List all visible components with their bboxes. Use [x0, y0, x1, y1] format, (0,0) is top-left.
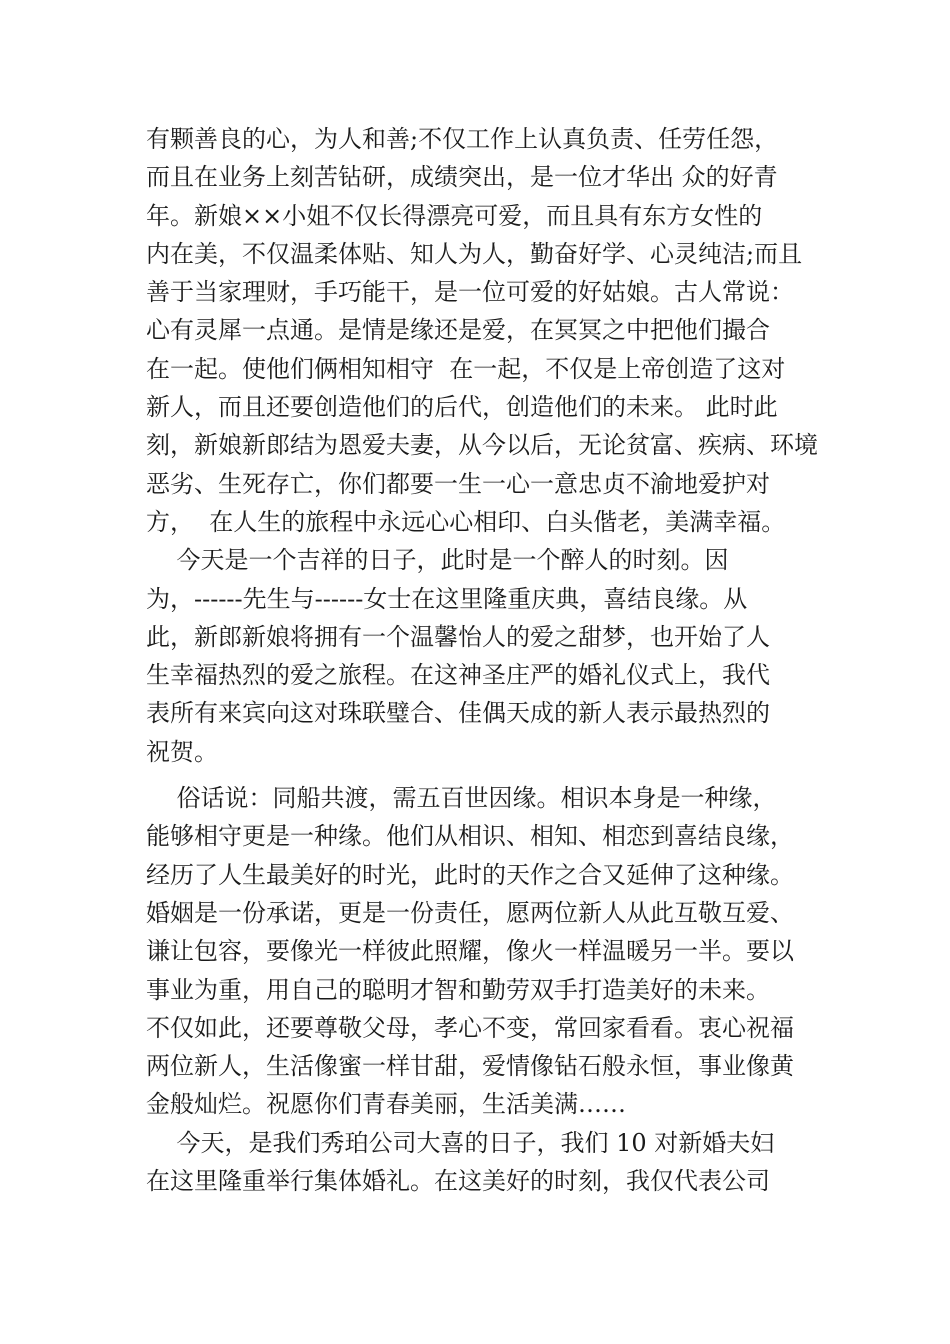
paragraph-first-line: 今天是一个吉祥的日子，此时是一个醉人的时刻。因	[146, 546, 729, 575]
text-line: 新人，而且还要创造他们的后代，创造他们的未来。 此时此	[146, 393, 778, 422]
text-line: 经历了人生最美好的时光，此时的天作之合又延伸了这种缘。	[146, 860, 794, 889]
text-line: 两位新人，生活像蜜一样甘甜，爱情像钻石般永恒，事业像黄	[146, 1052, 794, 1081]
text-line: 表所有来宾向这对珠联璧合、佳偶天成的新人表示最热烈的	[146, 699, 770, 728]
text-line: 善于当家理财，手巧能干，是一位可爱的好姑娘。古人常说：	[146, 278, 794, 307]
text-line: 生幸福热烈的爱之旅程。在这神圣庄严的婚礼仪式上，我代	[146, 661, 770, 690]
text-line: 刻，新娘新郎结为恩爱夫妻，从今以后，无论贫富、疾病、环境	[146, 431, 818, 460]
text-line: 有颗善良的心，为人和善;不仅工作上认真负责、任劳任怨，	[146, 125, 779, 153]
text-line: 为，------先生与------女士在这里隆重庆典，喜结良缘。从	[146, 584, 748, 613]
text-line: 恶劣、生死存亡，你们都要一生一心一意忠贞不渝地爱护对	[146, 469, 770, 498]
text-line: 内在美，不仅温柔体贴、知人为人，勤奋好学、心灵纯洁;而且	[146, 239, 803, 268]
text-line: 不仅如此，还要尊敬父母，孝心不变，常回家看看。衷心祝福	[146, 1013, 794, 1042]
text-line: 事业为重，用自己的聪明才智和勤劳双手打造美好的未来。	[146, 975, 770, 1004]
text-line: 年。新娘××小姐不仅长得漂亮可爱，而且具有东方女性的	[146, 201, 763, 230]
document-body	[146, 120, 826, 1200]
text-line: 婚姻是一份承诺，更是一份责任，愿两位新人从此互敬互爱、	[146, 898, 794, 927]
text-line: 在这里隆重举行集体婚礼。在这美好的时刻，我仅代表公司	[146, 1167, 770, 1196]
text-line: 此，新郎新娘将拥有一个温馨怡人的爱之甜梦，也开始了人	[146, 622, 770, 651]
paragraph-first-line: 俗话说：同船共渡，需五百世因缘。相识本身是一种缘，	[146, 784, 777, 813]
paragraph-spacing	[146, 771, 826, 779]
text-line: 金般灿烂。祝愿你们青春美丽，生活美满……	[146, 1090, 626, 1119]
text-line: 谦让包容，要像光一样彼此照耀，像火一样温暖另一半。要以	[146, 937, 794, 966]
text-line: 方， 在人生的旅程中永远心心相印、白头偕老，美满幸福。	[146, 507, 786, 536]
text-line: 而且在业务上刻苦钻研，成绩突出，是一位才华出 众的好青	[146, 163, 778, 192]
text-line: 在一起。使他们俩相知相守 在一起，不仅是上帝创造了这对	[146, 354, 786, 383]
paragraph-first-line: 今天，是我们秀珀公司大喜的日子，我们 10 对新婚夫妇	[146, 1128, 775, 1157]
text-line: 能够相守更是一种缘。他们从相识、相知、相恋到喜结良缘，	[146, 822, 794, 851]
text-line: 祝贺。	[146, 737, 218, 766]
text-line: 心有灵犀一点通。是情是缘还是爱，在冥冥之中把他们撮合	[146, 316, 770, 345]
